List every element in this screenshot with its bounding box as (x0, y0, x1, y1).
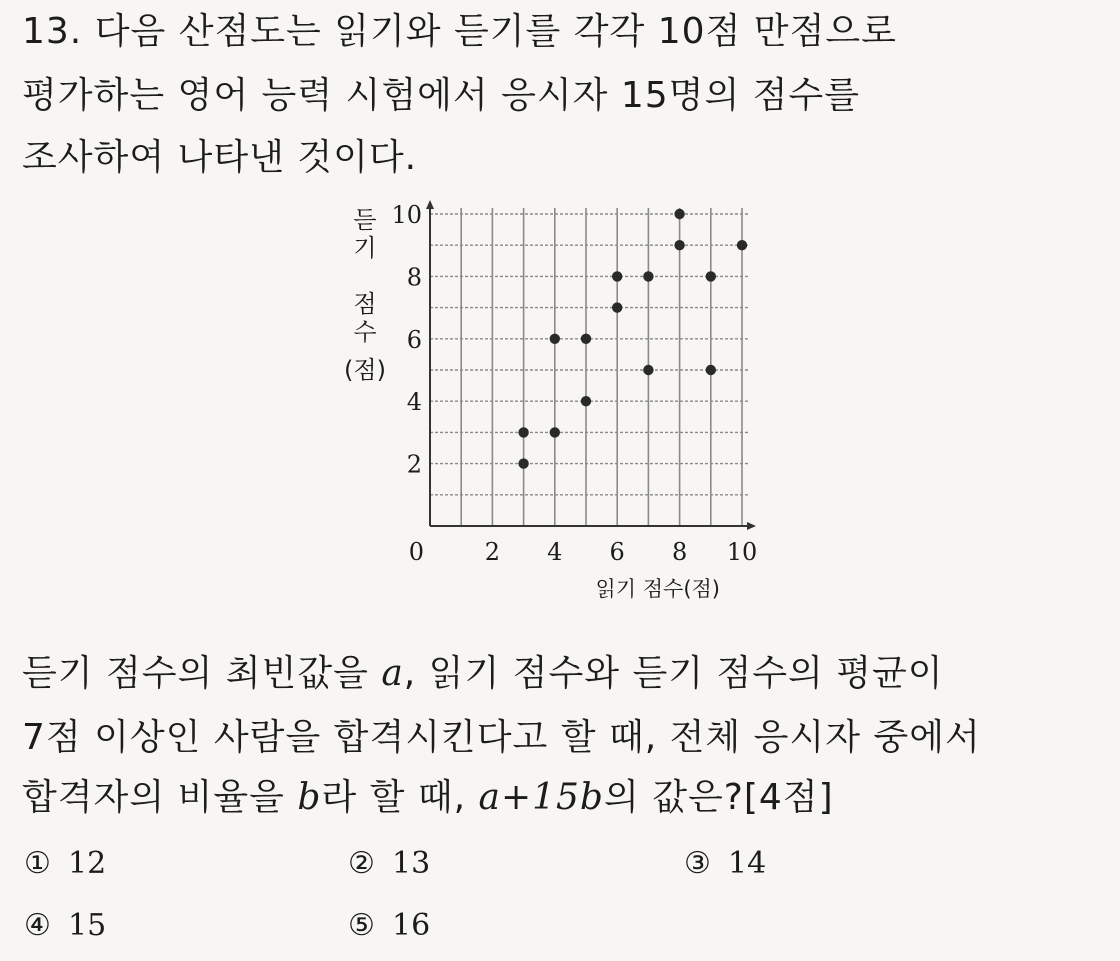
choice-1-marker: ① (24, 846, 51, 881)
q4-post: , 읽기 점수와 듣기 점수의 평균이 (403, 653, 944, 694)
choice-3-value: 14 (728, 846, 767, 881)
q6-mid: 라 할 때, (321, 777, 479, 818)
choice-4-marker: ④ (24, 908, 51, 943)
x-axis-arrow (747, 522, 756, 530)
question-line-3: 조사하여 나타낸 것이다. (22, 137, 418, 178)
q6-pre: 합격자의 비율을 (22, 777, 298, 818)
data-point-8 (643, 365, 653, 375)
question-line-4 (22, 652, 944, 696)
choice-3[interactable] (684, 846, 766, 881)
choice-5-value: 16 (392, 908, 431, 943)
q6-post: 의 값은?[4점] (603, 777, 834, 818)
choice-5-marker: ⑤ (348, 908, 375, 943)
question-line-2: 평가하는 영어 능력 시험에서 응시자 15명의 점수를 (22, 75, 860, 116)
y-tick-label-4: 4 (406, 388, 422, 417)
var-a: a (381, 653, 404, 694)
q4-pre: 듣기 점수의 최빈값을 (22, 653, 382, 694)
choice-2-marker: ② (348, 846, 375, 881)
y-axis-label-part-4: (점) (344, 356, 386, 384)
data-point-7 (612, 271, 622, 281)
data-point-11 (674, 209, 684, 219)
data-point-5 (581, 334, 591, 344)
y-axis-label-part-2: 점 (353, 290, 377, 318)
scatter-plot (340, 196, 770, 621)
data-point-12 (706, 365, 716, 375)
choice-4[interactable] (24, 908, 106, 943)
question-line-5: 7점 이상인 사람을 합격시킨다고 할 때, 전체 응시자 중에서 (22, 717, 981, 758)
data-point-1 (518, 427, 528, 437)
x-tick-label-2: 2 (484, 538, 501, 566)
data-point-9 (643, 271, 653, 281)
y-tick-label-6: 6 (406, 325, 422, 354)
data-point-13 (706, 271, 716, 281)
data-point-14 (737, 240, 747, 250)
y-tick-label-10: 10 (391, 201, 422, 229)
question-line-1: 13. 다음 산점도는 읽기와 듣기를 각각 10점 만점으로 (22, 11, 897, 52)
choice-3-marker: ③ (684, 846, 711, 881)
scatter-svg (340, 196, 770, 621)
choice-1-value: 12 (68, 846, 107, 881)
y-axis-arrow (426, 200, 434, 209)
y-axis-label-part-3: 수 (353, 318, 377, 346)
var-expr: a+15b (478, 777, 604, 818)
data-point-0 (518, 458, 528, 468)
choice-4-value: 15 (68, 908, 107, 943)
y-tick-label-8: 8 (406, 263, 422, 292)
question-line-6 (22, 776, 834, 820)
choice-2-value: 13 (392, 846, 431, 881)
choice-5[interactable] (348, 908, 430, 943)
x-tick-label-4: 4 (547, 538, 563, 566)
y-axis-label-part-1: 기 (353, 234, 377, 262)
data-point-2 (550, 427, 560, 437)
y-tick-label-2: 2 (406, 450, 422, 479)
x-tick-label-10: 10 (726, 538, 758, 566)
data-point-6 (612, 302, 622, 312)
y-axis-label-part-0: 듣 (353, 206, 377, 234)
x-axis-label: 읽기 점수(점) (595, 577, 721, 601)
choice-2[interactable] (348, 846, 430, 881)
data-point-10 (674, 240, 684, 250)
data-point-3 (550, 334, 560, 344)
var-b: b (297, 777, 322, 818)
origin-label: 0 (408, 538, 424, 566)
x-tick-label-6: 6 (609, 538, 625, 566)
x-tick-label-8: 8 (671, 538, 688, 566)
data-point-4 (581, 396, 591, 406)
choice-1[interactable] (24, 846, 106, 881)
